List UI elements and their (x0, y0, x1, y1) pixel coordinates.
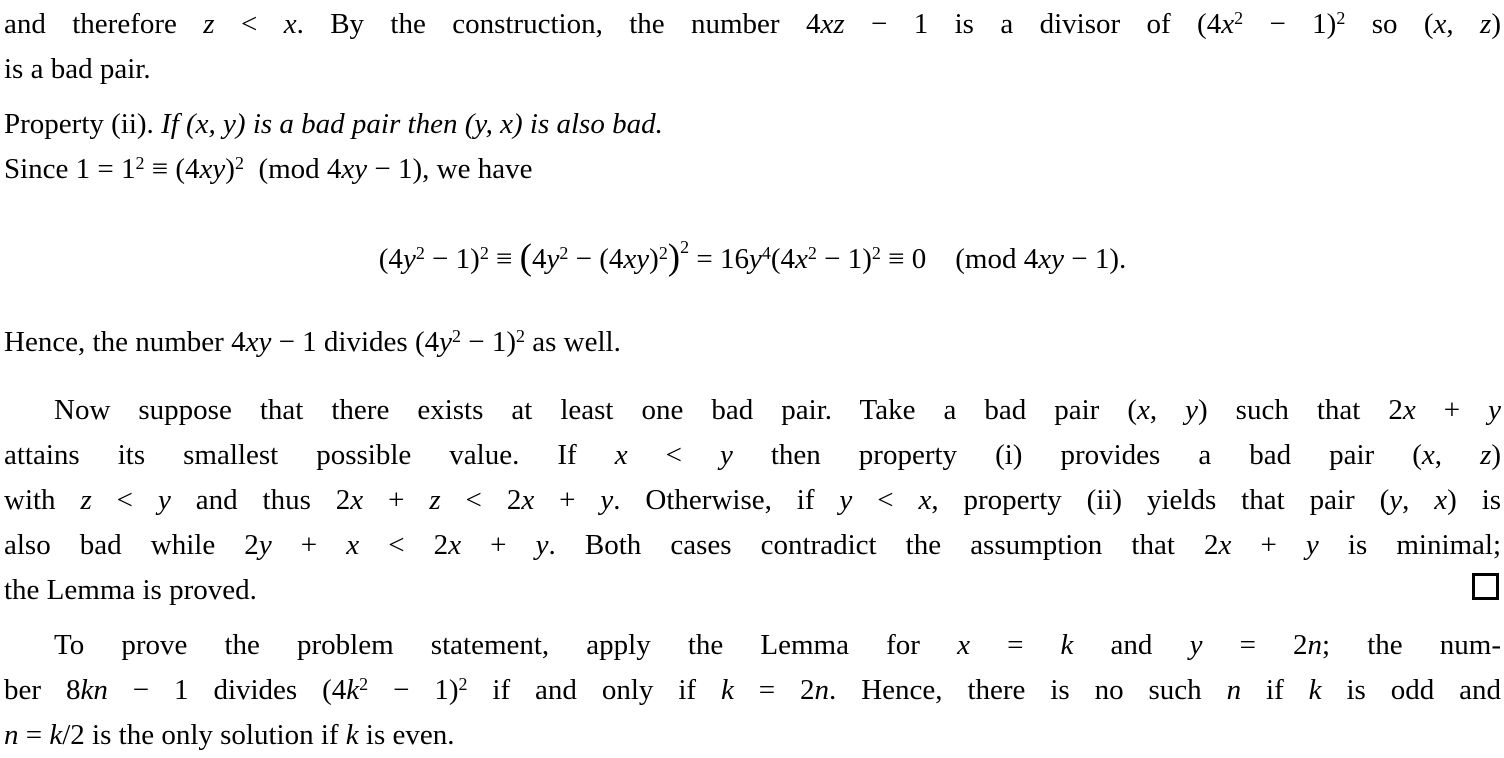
text-run: /2 is the only solution if (62, 719, 346, 751)
text-run: the Lemma is proved. (4, 574, 257, 606)
text-run: + (1231, 529, 1306, 561)
text-run: x (1402, 394, 1416, 426)
text-run: 2 (359, 673, 369, 694)
text-run: 2 (658, 242, 668, 263)
text-run: < 2 (359, 529, 449, 561)
text-run: y (402, 243, 416, 275)
text-run: = (18, 719, 50, 751)
text-run: attains its smallest possible value. If (4, 439, 615, 471)
text-run: k (345, 719, 359, 751)
text-run: x (1421, 439, 1435, 471)
text-run: y (535, 529, 549, 561)
text-run: and therefore (4, 8, 204, 40)
text-run: 2 (452, 325, 461, 346)
text-run: , (1434, 439, 1481, 471)
line-therefore-construction (4, 2, 1501, 47)
text-run: ≡ 0 (880, 243, 927, 275)
text-run: x (795, 243, 808, 275)
text-run: y (439, 326, 452, 358)
text-run: y (546, 243, 560, 275)
text-run: x (521, 484, 535, 516)
text-run: ≡ (488, 243, 520, 275)
text-run: ) (225, 153, 235, 185)
text-run: y (258, 529, 272, 561)
text-run: k (1060, 629, 1074, 661)
text-run: x (1433, 8, 1447, 40)
text-run: 2 (135, 152, 145, 173)
text-run: < (627, 439, 720, 471)
text-run: x (957, 629, 970, 661)
document-page (0, 2, 1504, 758)
text-run: 2 (559, 242, 569, 263)
text-run: ( (519, 236, 533, 278)
line-is-a-bad-pair (4, 47, 1501, 92)
text-run: + (461, 529, 536, 561)
text-run: if (1241, 674, 1309, 706)
text-run: k (720, 674, 734, 706)
text-run: xy (199, 153, 226, 185)
text-run: is even. (358, 719, 455, 751)
para-statement-line-2 (4, 668, 1501, 713)
text-run: To prove the problem statement, apply the Lemma for (54, 629, 958, 661)
para-lemma-line-4 (4, 523, 1501, 568)
text-run: 2 (807, 242, 817, 263)
text-run: ; the num- (1322, 629, 1502, 661)
text-run: = 2 (1202, 629, 1308, 661)
text-run: = (969, 629, 1061, 661)
line-since-congruence (4, 147, 1501, 192)
text-run: 2 (1234, 7, 1244, 28)
text-run: (mod 4 (243, 153, 342, 185)
text-run: is a bad pair. (4, 53, 151, 85)
text-run: < 2 (440, 484, 522, 516)
para-statement-line-3 (4, 713, 1501, 758)
text-run: . Both cases contradict the assumption that 2 (548, 529, 1219, 561)
text-run: n (1226, 674, 1242, 706)
text-run: 2 (516, 325, 525, 346)
text-run: , (1402, 484, 1435, 516)
text-run: − 1 divides (4 (271, 326, 440, 358)
text-run: . Otherwise, if (613, 484, 840, 516)
text-run: ) (649, 243, 659, 275)
text-run: xy (623, 243, 650, 275)
text-run: z (1480, 8, 1492, 40)
text-run: − 1). (1063, 243, 1127, 275)
qed-square-icon (1472, 573, 1499, 600)
text-run: Now suppose that there exists at least one bad pair. Take a bad pair ( (54, 394, 1137, 426)
text-run: xy (1038, 243, 1064, 275)
text-run: x (1136, 394, 1150, 426)
text-run: 2 (415, 242, 425, 263)
text-run: z (1480, 439, 1492, 471)
para-lemma-line-3 (4, 478, 1501, 523)
text-run: If (x, y) is a bad pair then (y, x) is also bad. (161, 108, 663, 140)
text-run: y (1305, 529, 1319, 561)
line-property-ii (4, 102, 1501, 147)
text-run: ) (1491, 439, 1502, 471)
text-run: k (49, 719, 63, 751)
text-run: y (719, 439, 733, 471)
text-run: y (749, 243, 762, 275)
text-run: so ( (1345, 8, 1434, 40)
text-run: with (4, 484, 81, 516)
text-run: 2 (1336, 7, 1346, 28)
text-run: x (918, 484, 932, 516)
text-run: 2 (680, 236, 690, 257)
text-run: and (1073, 629, 1190, 661)
text-run: − 1 divides (4 (107, 674, 347, 706)
text-run: x (1434, 484, 1448, 516)
text-run: also bad while 2 (4, 529, 259, 561)
text-run: + (363, 484, 430, 516)
text-run: 2 (234, 152, 244, 173)
text-run: 2 (458, 673, 468, 694)
text-run: x (1218, 529, 1232, 561)
text-run: − 1), we have (367, 153, 533, 185)
text-run: if and only if (467, 674, 721, 706)
text-run: xy (341, 153, 368, 185)
text-run: Since 1 = 1 (4, 153, 136, 185)
text-run: + (1415, 394, 1489, 426)
text-run: ) is (1447, 484, 1502, 516)
text-run: − 1) (368, 674, 459, 706)
text-run: − 1 is a divisor of (4 (844, 8, 1222, 40)
text-run: ber 8 (4, 674, 81, 706)
text-run: is minimal; (1318, 529, 1502, 561)
text-run: Hence, the number 4 (4, 326, 246, 358)
text-run: Property (ii). (4, 108, 162, 140)
text-run: 2 (871, 242, 881, 263)
text-run: is odd and (1321, 674, 1502, 706)
text-run: x (448, 529, 462, 561)
text-run: − 1) (424, 243, 480, 275)
para-statement-line-1 (4, 623, 1501, 668)
text-run: xz (820, 8, 845, 40)
text-run: y (1189, 629, 1203, 661)
text-run: and thus 2 (170, 484, 351, 516)
text-run: x (1221, 8, 1235, 40)
text-run: z (203, 8, 215, 40)
text-run: k (346, 674, 360, 706)
text-run: ) such that 2 (1198, 394, 1403, 426)
text-run: 2 (479, 242, 489, 263)
text-run: y (1185, 394, 1198, 426)
text-run: k (1308, 674, 1322, 706)
text-run: (4 (770, 243, 796, 275)
text-run: − (4 (568, 243, 624, 275)
text-run: − 1) (816, 243, 872, 275)
text-run: kn (80, 674, 108, 706)
text-run: (4 (378, 243, 403, 275)
text-run: then property (i) provides a bad pair ( (732, 439, 1422, 471)
text-run: , property (ii) yields that pair ( (931, 484, 1390, 516)
text-run: ) (667, 236, 681, 278)
text-run: 4 (761, 242, 771, 263)
text-run: + (271, 529, 347, 561)
text-run: − 1) (1243, 8, 1337, 40)
text-run: y (157, 484, 171, 516)
text-run: y (839, 484, 853, 516)
text-run: x (614, 439, 628, 471)
text-run: ≡ (4 (144, 153, 200, 185)
text-run: = 2 (733, 674, 815, 706)
text-run: = 16 (689, 243, 749, 275)
text-run: xy (245, 326, 272, 358)
line-lemma-proved (4, 568, 1501, 613)
text-run: n (814, 674, 830, 706)
text-run: . By the construction, the number 4 (296, 8, 821, 40)
text-run: z (429, 484, 441, 516)
para-lemma-line-1 (4, 388, 1501, 433)
text-run: x (283, 8, 297, 40)
text-run: , (1446, 8, 1481, 40)
para-lemma-line-2 (4, 433, 1501, 478)
text-run: y (1488, 394, 1501, 426)
line-hence-divides (4, 320, 1501, 365)
text-run: ) (1491, 8, 1502, 40)
text-run: , (1149, 394, 1186, 426)
text-run: n (1307, 629, 1323, 661)
text-run: < (91, 484, 158, 516)
text-run: < (214, 8, 284, 40)
text-run: < (852, 484, 919, 516)
text-run: n (4, 719, 19, 751)
text-run: x (350, 484, 364, 516)
text-run: − 1) (460, 326, 516, 358)
text-run: + (534, 484, 601, 516)
text-run: 4 (532, 243, 547, 275)
text-run: as well. (524, 326, 621, 358)
text-run: y (600, 484, 614, 516)
text-run: . Hence, there is no such (829, 674, 1227, 706)
display-equation (4, 227, 1501, 287)
text-run: x (346, 529, 360, 561)
text-run: z (80, 484, 92, 516)
text-run: y (1389, 484, 1403, 516)
text-run: (mod 4 (926, 243, 1039, 275)
